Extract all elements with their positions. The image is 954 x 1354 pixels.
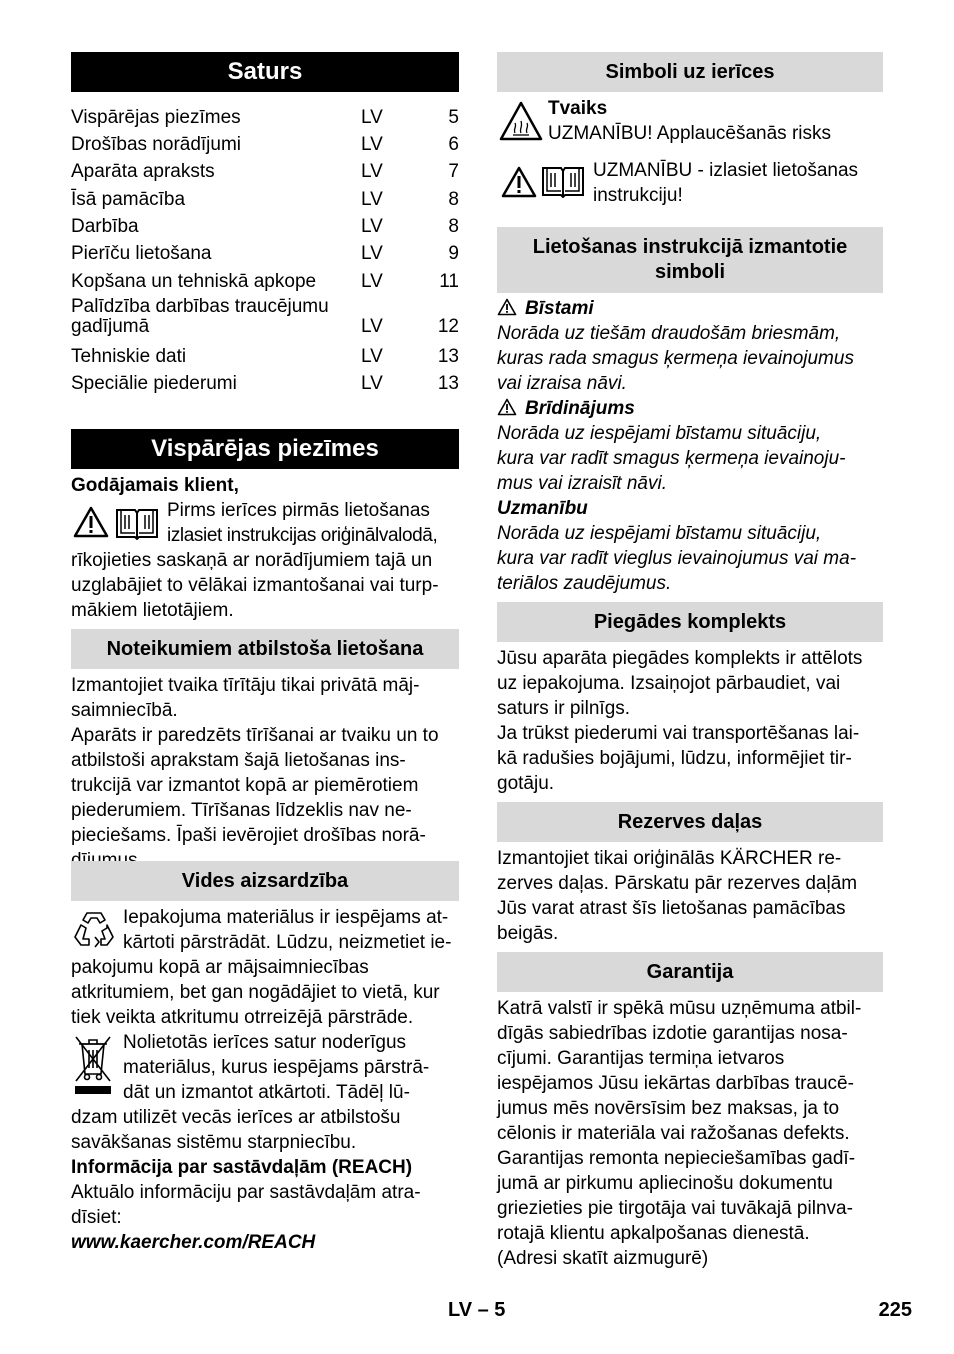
text-line: dāt un izmantot atkārtoti. Tādēļ lū-	[123, 1082, 410, 1103]
text-line: Jūsu aparāta piegādes komplekts ir attēlots	[497, 648, 863, 669]
text-line: Norāda uz tiešām draudošām briesmām,	[497, 323, 841, 344]
intro-block	[71, 498, 459, 623]
toc-title: Darbība	[71, 216, 139, 237]
general-section	[71, 473, 459, 623]
text-line: Jūs varat atrast šīs lietošanas pamācības	[497, 898, 846, 919]
text-line: Nolietotās ierīces satur noderīgus	[123, 1032, 407, 1053]
toc-lang: LV	[361, 161, 383, 182]
text-line: kārtoti pārstrādāt. Lūdzu, neizmetiet ie-	[123, 932, 452, 953]
text-line: zerves daļas. Pārskatu pār rezerves daļām	[497, 873, 858, 894]
warning-title-row	[497, 396, 883, 421]
toc-lang: LV	[361, 134, 383, 155]
text-line: savākšanas sistēmu starpniecību.	[71, 1132, 357, 1153]
text-line: dīsiet:	[71, 1207, 122, 1228]
scope-text	[497, 646, 883, 796]
text-line: dīgās sabiedrības izdotie garantijas nosa-	[497, 1023, 848, 1044]
manual-symbols-section	[497, 296, 883, 596]
text-line: Izmantojiet tikai oriģinālās KÄRCHER re-	[497, 848, 842, 869]
text-line: piederumiem. Tīrīšanas līdzeklis nav ne-	[71, 800, 412, 821]
toc-title: Īsā pamācība	[71, 189, 186, 210]
spare-parts-text	[497, 846, 883, 946]
text-line: kura var radīt smagus ķermeņa ievainoju-	[497, 448, 846, 469]
text-line: beigās.	[497, 923, 559, 944]
text-line: pakojumu kopā ar mājsaimniecības	[71, 957, 369, 978]
toc-page: 8	[448, 189, 459, 210]
toc-lang: LV	[361, 346, 383, 367]
heading-line: Lietošanas instrukcijā izmantotie	[532, 236, 848, 258]
toc-page: 6	[448, 134, 459, 155]
warranty-text	[497, 996, 883, 1271]
toc-title: Drošības norādījumi	[71, 134, 242, 155]
intended-use-heading: Noteikumiem atbilstoša lietošana	[71, 629, 459, 669]
toc-lang: LV	[361, 316, 383, 337]
text-line: Norāda uz iespējami bīstamu situāciju,	[497, 523, 822, 544]
danger-title: Bīstami	[525, 298, 594, 319]
spare-parts-heading: Rezerves daļas	[497, 802, 883, 842]
text-line: kura var radīt vieglus ievainojumus vai ma-	[497, 548, 857, 569]
text-line: pieciešams. Īpaši ievērojiet drošības norā-	[71, 825, 426, 846]
page-label: LV – 5	[448, 1299, 506, 1321]
toc-lang: LV	[361, 216, 383, 237]
device-symbols-heading: Simboli uz ierīces	[497, 52, 883, 92]
caution-title: Uzmanību	[497, 498, 588, 519]
warning-triangle-icon	[73, 506, 109, 538]
toc-page: 12	[437, 316, 459, 337]
toc-lang: LV	[361, 189, 383, 210]
toc-page: 11	[439, 271, 459, 292]
toc-page: 5	[448, 107, 459, 128]
text-line: jumā ar pirkumu apliecinošu dokumentu	[497, 1173, 833, 1194]
manual-book-icon	[541, 164, 585, 198]
intro-line: mākiem lietotājiem.	[71, 600, 234, 621]
small-warning-icon	[497, 398, 517, 416]
text-line: iespējamos Jūsu iekārtas darbības traucē-	[497, 1073, 854, 1094]
toc-title: Vispārējas piezīmes	[71, 107, 241, 128]
toc-row[interactable]	[71, 370, 459, 397]
text-line: vai izraisa nāvi.	[497, 373, 627, 394]
warning-title: Brīdinājums	[525, 398, 635, 419]
toc-title-line: gadījumā	[71, 316, 150, 337]
intro-line: izlasiet instrukcijas oriģinālvalodā,	[167, 525, 438, 546]
heading-line: simboli	[654, 261, 725, 283]
text-line: griezieties pie tirgotāja vai tuvākajā pilnva-	[497, 1198, 853, 1219]
toc-row[interactable]	[71, 213, 459, 240]
reach-link[interactable]: www.kaercher.com/REACH	[71, 1232, 316, 1253]
text-line: trukcijā var izmantot kopā ar piemērotiem	[71, 775, 419, 796]
toc-page: 7	[448, 161, 459, 182]
environment-heading: Vides aizsardzība	[71, 861, 459, 901]
text-line: saturs ir pilnīgs.	[497, 698, 631, 719]
manual-book-icon	[115, 506, 159, 540]
hot-steam-warning-icon	[498, 100, 544, 142]
steam-title: Tvaiks	[548, 98, 608, 119]
text-line: mus vai izraisīt nāvi.	[497, 473, 667, 494]
text-line: UZMANĪBU - izlasiet lietošanas	[593, 160, 859, 181]
scope-heading: Piegādes komplekts	[497, 602, 883, 642]
toc-title-multiline	[71, 297, 329, 337]
toc-title: Aparāta apraksts	[71, 161, 215, 182]
warning-triangle-icon	[501, 166, 537, 198]
toc-lang: LV	[361, 107, 383, 128]
text-line: gotāju.	[497, 773, 555, 794]
toc-page: 13	[437, 346, 459, 367]
text-line: instrukciju!	[593, 185, 683, 206]
toc-page: 13	[437, 373, 459, 394]
recycling-icon	[73, 909, 115, 951]
toc-title: Speciālie piederumi	[71, 373, 237, 394]
page-number: 225	[878, 1299, 912, 1321]
text-line: Norāda uz iespējami bīstamu situāciju,	[497, 423, 822, 444]
text-line: Izmantojiet tvaika tīrītāju tikai privātā māj-	[71, 675, 420, 696]
toc-row[interactable]	[71, 131, 459, 158]
environment-section	[71, 905, 459, 1255]
general-heading: Vispārējas piezīmes	[71, 429, 459, 469]
text-line: saimniecībā.	[71, 700, 178, 721]
text-line: atkritumiem, bet gan nogādājiet to vietā, kur	[71, 982, 440, 1003]
weee-block	[71, 1030, 459, 1155]
text-line: materiālus, kurus iespējams pārstrā-	[123, 1057, 430, 1078]
toc-page: 8	[448, 216, 459, 237]
intro-line: uzglabājiet to vēlākai izmantošanai vai turp-	[71, 575, 439, 596]
toc-title: Tehniskie dati	[71, 346, 187, 367]
toc-row[interactable]	[71, 295, 459, 343]
toc-lang: LV	[361, 271, 383, 292]
intended-use-text	[71, 673, 459, 873]
text-line: (Adresi skatīt aizmugurē)	[497, 1248, 709, 1269]
text-line: tiek veikta atkritumu otrreizējā pārstrāde.	[71, 1007, 414, 1028]
intro-line: rīkojieties saskaņā ar norādījumiem tajā un	[71, 550, 433, 571]
text-line: jumus mēs novērsīsim bez maksas, ja to	[497, 1098, 840, 1119]
danger-title-row	[497, 296, 883, 321]
warranty-heading: Garantija	[497, 952, 883, 992]
toc-row[interactable]	[71, 343, 459, 370]
intro-line: Pirms ierīces pirmās lietošanas	[167, 500, 430, 521]
toc-lang: LV	[361, 373, 383, 394]
toc-title-line: Palīdzība darbības traucējumu	[71, 296, 329, 317]
toc-heading: Saturs	[71, 52, 459, 92]
text-line: dzam utilizēt vecās ierīces ar atbilstošu	[71, 1107, 401, 1128]
toc-row[interactable]	[71, 158, 459, 185]
text-line: cījumi. Garantijas termiņa ietvaros	[497, 1048, 785, 1069]
text-line: teriālos zaudējumus.	[497, 573, 672, 594]
toc-row[interactable]	[71, 268, 459, 295]
toc-page: 9	[448, 243, 459, 264]
text-line: atbilstoši aprakstam šajā lietošanas ins-	[71, 750, 406, 771]
toc-row[interactable]	[71, 186, 459, 213]
toc-row[interactable]	[71, 104, 459, 131]
text-line: kā radušies bojājumi, lūdzu, informējiet tir-	[497, 748, 852, 769]
crossed-bin-icon	[73, 1034, 113, 1098]
reach-title: Informācija par sastāvdaļām (REACH)	[71, 1157, 413, 1178]
toc-row[interactable]	[71, 240, 459, 267]
device-symbols-section	[497, 96, 883, 208]
text-line: uz iepakojuma. Izsaiņojot pārbaudiet, vai	[497, 673, 841, 694]
small-warning-icon	[497, 298, 517, 316]
toc-lang: LV	[361, 243, 383, 264]
text-line: rotajā klientu apkalpošanas dienestā.	[497, 1223, 810, 1244]
toc-title: Pierīču lietošana	[71, 243, 212, 264]
text-line: Katrā valstī ir spēkā mūsu uzņēmuma atbil-	[497, 998, 862, 1019]
text-line: Aktuālo informāciju par sastāvdaļām atra-	[71, 1182, 421, 1203]
manual-symbols-heading	[497, 227, 883, 293]
toc-title: Kopšana un tehniskā apkope	[71, 271, 317, 292]
greeting: Godājamais klient,	[71, 475, 239, 496]
text-line: kuras rada smagus ķermeņa ievainojumus	[497, 348, 854, 369]
text-line: Iepakojuma materiālus ir iespējams at-	[123, 907, 449, 928]
text-line: Garantijas remonta nepieciešamības gadī-	[497, 1148, 856, 1169]
text-line: Ja trūkst piederumi vai transportēšanas lai-	[497, 723, 860, 744]
manual-notice	[497, 158, 883, 208]
text-line: cēlonis ir materiāla vai ražošanas defekts.	[497, 1123, 850, 1144]
steam-text: UZMANĪBU! Applaucēšanās risks	[548, 123, 831, 144]
text-line: Aparāts ir paredzēts tīrīšanai ar tvaiku un to	[71, 725, 439, 746]
